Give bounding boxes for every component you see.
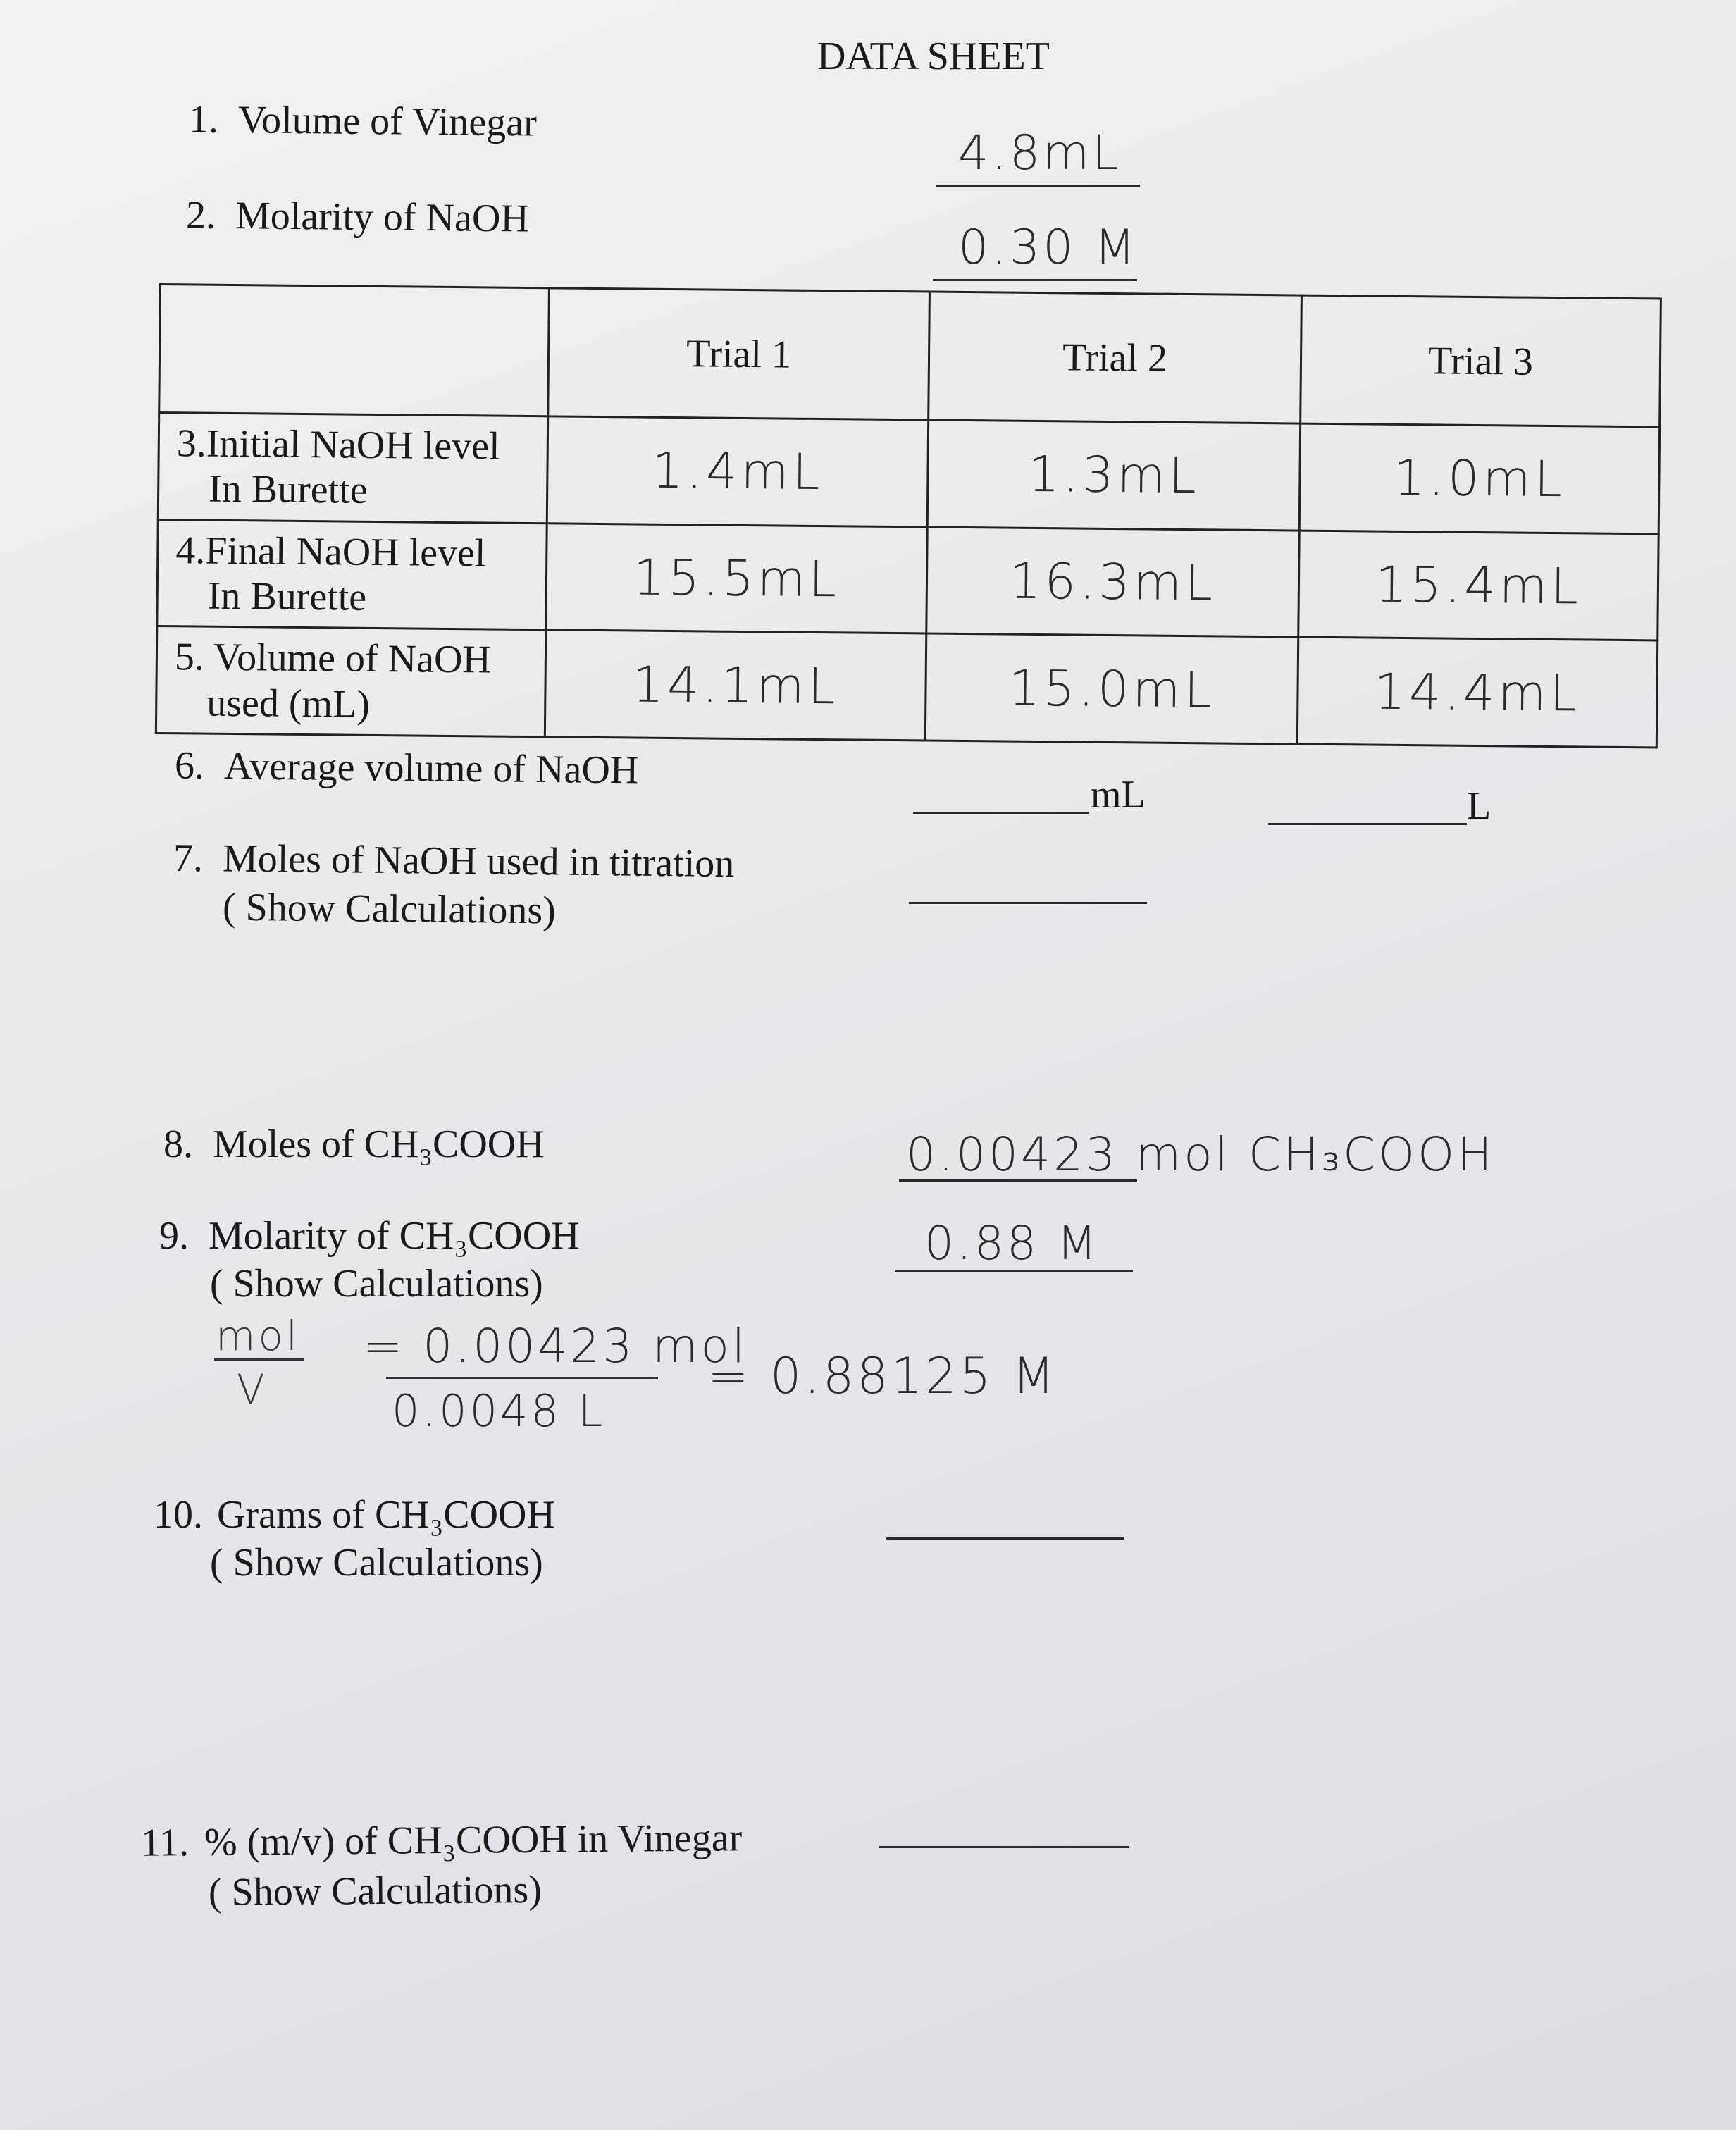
row-label-final: [157, 519, 547, 630]
final-trial-1: 15.5mL: [546, 523, 927, 633]
work-mol: mol: [216, 1312, 301, 1360]
q6-label: [175, 743, 639, 793]
titration-table: [155, 283, 1660, 748]
volume-trial-3: 14.4mL: [1297, 637, 1657, 748]
table-row-volume: [156, 626, 1657, 748]
q9-sub: ( Show Calculations): [210, 1262, 543, 1306]
q2-label: [186, 192, 529, 241]
q9-blank: [895, 1270, 1133, 1272]
table-header-trial-3: Trial 3: [1301, 295, 1661, 427]
q9-number: 9.: [159, 1214, 189, 1258]
work-result: = 0.88125 M: [707, 1347, 1058, 1405]
row-label-line2: In Burette: [207, 574, 367, 619]
q1-answer: 4.8mL: [958, 125, 1122, 181]
q10-blank: [886, 1537, 1124, 1540]
q1-label: [189, 97, 537, 146]
table-header-row: [159, 285, 1661, 427]
final-trial-3: 15.4mL: [1298, 531, 1658, 641]
q2-text: Molarity of NaOH: [235, 194, 530, 241]
q8-label: [163, 1122, 545, 1167]
row-label-line1: 5. Volume of NaOH: [174, 635, 492, 682]
work-fraction-main: [386, 1377, 658, 1379]
q2-answer: 0.30 M: [958, 220, 1139, 275]
q10-sub: ( Show Calculations): [210, 1541, 543, 1585]
q7-label: [173, 836, 735, 887]
q7-sub: ( Show Calculations): [222, 885, 557, 933]
initial-trial-3: 1.0mL: [1299, 423, 1659, 534]
row-label-line1: 3.Initial NaOH level: [176, 421, 500, 469]
q7-blank: [909, 902, 1147, 904]
q11-label: [141, 1815, 743, 1866]
q10-text: Grams of CH₃COOH: [217, 1493, 555, 1537]
page-title: DATA SHEET: [817, 35, 1050, 78]
work-fraction-left: [214, 1358, 304, 1361]
q10-label: [154, 1492, 555, 1537]
q7-number: 7.: [173, 836, 204, 881]
q11-blank: [879, 1846, 1129, 1848]
q6-blank-l: [1268, 823, 1467, 825]
initial-trial-1: 1.4mL: [547, 416, 928, 527]
q6-blank-ml: [913, 812, 1089, 814]
table-row-initial: [158, 413, 1659, 534]
final-trial-2: 16.3mL: [926, 527, 1299, 638]
q6-text: Average volume of NaOH: [223, 744, 639, 793]
volume-trial-1: 14.1mL: [545, 630, 926, 741]
q7-text: Moles of NaOH used in titration: [222, 836, 735, 886]
work-denominator: 0.0048 L: [392, 1385, 606, 1437]
q10-number: 10.: [154, 1493, 203, 1537]
table-header-empty: [159, 285, 550, 416]
q9-label: [159, 1213, 580, 1258]
q8-text: Moles of CH₃COOH: [213, 1122, 545, 1166]
table-header-trial-1: Trial 1: [548, 288, 930, 420]
q6-unit-l: L: [1467, 784, 1492, 828]
row-label-line2: In Burette: [208, 467, 368, 513]
q1-text: Volume of Vinegar: [237, 98, 538, 145]
q1-number: 1.: [188, 97, 219, 142]
q6-unit-ml: mL: [1091, 773, 1146, 817]
initial-trial-2: 1.3mL: [927, 420, 1300, 531]
volume-trial-2: 15.0mL: [925, 633, 1298, 744]
work-numerator: = 0.00423 mol: [364, 1319, 748, 1373]
row-label-initial: [158, 413, 547, 524]
q11-sub: ( Show Calculations): [208, 1867, 542, 1915]
row-label-volume: [156, 626, 545, 737]
q1-blank: [936, 185, 1140, 187]
q11-number: 11.: [140, 1821, 190, 1865]
q8-number: 8.: [163, 1122, 193, 1166]
row-label-line2: used (mL): [206, 681, 371, 726]
q8-answer: 0.00423 mol CH₃COOH: [906, 1127, 1495, 1182]
table-header-trial-2: Trial 2: [929, 292, 1302, 423]
q9-answer: 0.88 M: [924, 1216, 1100, 1270]
q11-text: % (m/v) of CH₃COOH in Vinegar: [204, 1816, 743, 1864]
q8-blank: [899, 1179, 1137, 1182]
q9-text: Molarity of CH₃COOH: [209, 1214, 580, 1258]
q6-number: 6.: [174, 743, 205, 788]
q2-blank: [933, 279, 1137, 281]
work-v: V: [237, 1366, 268, 1413]
q2-number: 2.: [185, 193, 216, 237]
row-label-line1: 4.Final NaOH level: [175, 528, 486, 576]
table-row-final: [157, 519, 1658, 640]
